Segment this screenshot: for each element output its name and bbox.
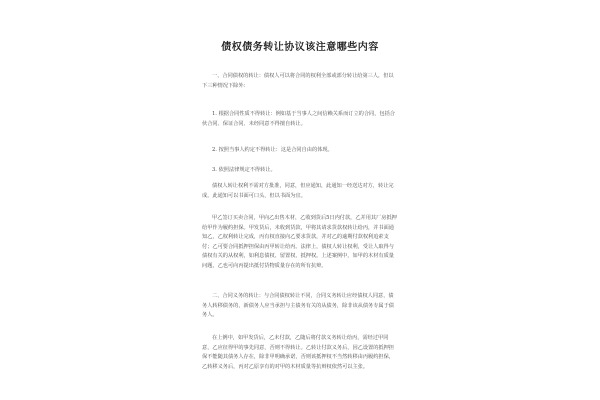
paragraph-5: 债权人转让权利不需对方批准，同意，但应通知，此通知一经送达对方，转让完成。此通知可以书面可口头，但以书面为宜。 bbox=[202, 183, 394, 199]
paragraph-7: 二、合同义务的转让：与合同债权转让不同，合同义务转让应经债权人同意，债务人转移债务的，新债务人应当承担与主债务有关的从债务，除非该从债务专属于债务人。 bbox=[202, 293, 394, 319]
document-page bbox=[180, 28, 420, 400]
paragraph-4: 3. 依照法律规定不得转让。 bbox=[212, 167, 276, 173]
document-title: 债权债务转让协议该注意哪些内容 bbox=[221, 42, 379, 53]
paragraph-8: 在上例中，如甲发货后，乙未付款，乙随后将付款义务转让给丙，需经过甲同意，乙应征得甲的事先同意，否则不得转让。乙转让付款义务后，因乙设置的抵押担保不能随其债务人存在，除非甲明确承诺，否则该抵押权不当然转移由丙履约担保，乙转移义务后，丙对乙原享有的对甲的木材质量等抗辩权依然可以主张。 bbox=[202, 335, 394, 370]
paragraph-6: 甲乙签订买卖合同，甲向乙出售木材，乙收到货后5日内付款，乙并用其厂房抵押给甲作为履约担保。甲发货后，未收到货款，甲将其请求货款权转让给丙，并书面通知乙，乙权利转让完成，丙有权直接向乙要求货款，并对乙的逾期付款权利追索支付；乙可要合同抵押担保由丙甲转让给丙。法律上，债权人转让权利，受让人取得与债权有关的从权利，如利息债权、留置权、抵押权。上述案例中，如甲的木材有质量问题，乙也可向丙提出抵付货物质量存在的所有抗辩。 bbox=[202, 215, 397, 269]
paragraph-3: 2. 按照当事人约定不得转让：这是合同自由的体现。 bbox=[212, 147, 333, 153]
paragraph-1: 一、合同债权的转让：债权人可以将合同的权利全部或部分转让给第三人，但以下三种情况下除外： bbox=[202, 73, 394, 89]
paragraph-2: 1. 根据合同性质不得转让：例如基于当事人之间信赖关系而订立的合同，包括合伙合同、保证合同、未经同意不得擅自转让。 bbox=[202, 111, 395, 127]
